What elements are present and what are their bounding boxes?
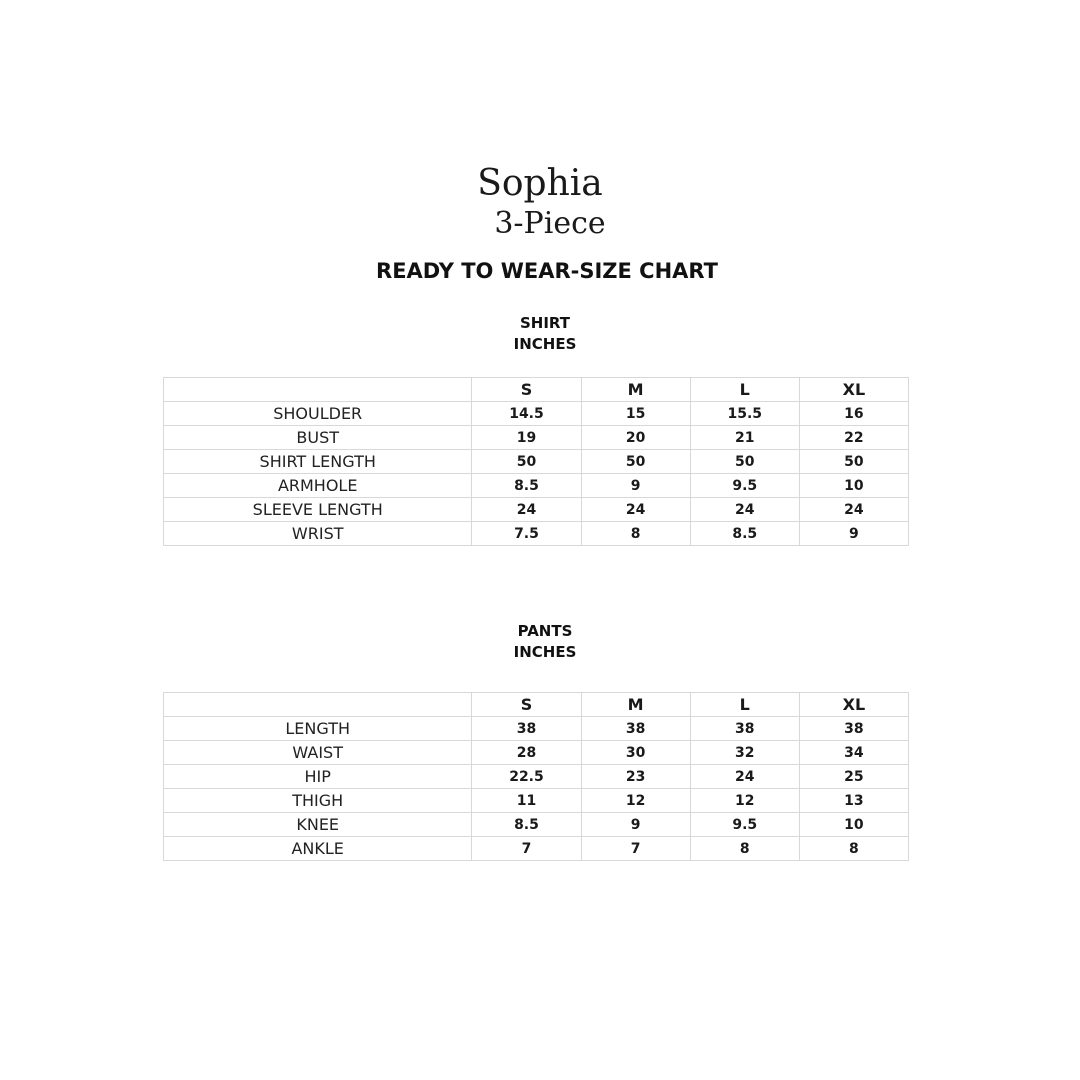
column-header-blank bbox=[164, 693, 472, 717]
cell-value: 7.5 bbox=[472, 522, 581, 546]
cell-value: 8.5 bbox=[690, 522, 799, 546]
cell-value: 15 bbox=[581, 402, 690, 426]
pants-section-label: PANTS bbox=[517, 622, 573, 640]
pants-units-label: INCHES bbox=[513, 643, 577, 661]
table-row bbox=[164, 522, 909, 546]
cell-value: 9 bbox=[799, 522, 908, 546]
row-label: BUST bbox=[164, 426, 472, 450]
cell-value: 28 bbox=[472, 741, 581, 765]
table-row bbox=[164, 765, 909, 789]
row-label: HIP bbox=[164, 765, 472, 789]
table-row bbox=[164, 789, 909, 813]
column-header-m: M bbox=[581, 378, 690, 402]
table-row bbox=[164, 498, 909, 522]
cell-value: 16 bbox=[799, 402, 908, 426]
row-label: WRIST bbox=[164, 522, 472, 546]
table-row bbox=[164, 837, 909, 861]
cell-value: 8.5 bbox=[472, 813, 581, 837]
pants-size-table bbox=[163, 692, 909, 861]
cell-value: 8 bbox=[690, 837, 799, 861]
cell-value: 15.5 bbox=[690, 402, 799, 426]
cell-value: 11 bbox=[472, 789, 581, 813]
cell-value: 50 bbox=[581, 450, 690, 474]
table-row bbox=[164, 717, 909, 741]
row-label: SHIRT LENGTH bbox=[164, 450, 472, 474]
cell-value: 9 bbox=[581, 813, 690, 837]
column-header-xl: XL bbox=[799, 378, 908, 402]
table-header-row bbox=[164, 693, 909, 717]
table-row bbox=[164, 741, 909, 765]
cell-value: 34 bbox=[799, 741, 908, 765]
column-header-xl: XL bbox=[799, 693, 908, 717]
cell-value: 9.5 bbox=[690, 813, 799, 837]
table-row bbox=[164, 813, 909, 837]
cell-value: 25 bbox=[799, 765, 908, 789]
cell-value: 9.5 bbox=[690, 474, 799, 498]
cell-value: 8 bbox=[799, 837, 908, 861]
cell-value: 24 bbox=[472, 498, 581, 522]
cell-value: 22 bbox=[799, 426, 908, 450]
cell-value: 8 bbox=[581, 522, 690, 546]
cell-value: 38 bbox=[799, 717, 908, 741]
table-row bbox=[164, 474, 909, 498]
row-label: ANKLE bbox=[164, 837, 472, 861]
product-subtitle: 3-Piece bbox=[494, 206, 606, 241]
column-header-blank bbox=[164, 378, 472, 402]
cell-value: 23 bbox=[581, 765, 690, 789]
table-row bbox=[164, 402, 909, 426]
shirt-section-label: SHIRT bbox=[519, 314, 571, 332]
cell-value: 38 bbox=[472, 717, 581, 741]
cell-value: 19 bbox=[472, 426, 581, 450]
table-row bbox=[164, 426, 909, 450]
shirt-units-label: INCHES bbox=[513, 335, 577, 353]
row-label: KNEE bbox=[164, 813, 472, 837]
row-label: WAIST bbox=[164, 741, 472, 765]
column-header-s: S bbox=[472, 693, 581, 717]
row-label: ARMHOLE bbox=[164, 474, 472, 498]
row-label: THIGH bbox=[164, 789, 472, 813]
table-header-row bbox=[164, 378, 909, 402]
column-header-m: M bbox=[581, 693, 690, 717]
cell-value: 24 bbox=[799, 498, 908, 522]
column-header-l: L bbox=[690, 378, 799, 402]
cell-value: 14.5 bbox=[472, 402, 581, 426]
cell-value: 22.5 bbox=[472, 765, 581, 789]
cell-value: 21 bbox=[690, 426, 799, 450]
cell-value: 24 bbox=[690, 498, 799, 522]
column-header-l: L bbox=[690, 693, 799, 717]
cell-value: 10 bbox=[799, 813, 908, 837]
cell-value: 10 bbox=[799, 474, 908, 498]
row-label: SHOULDER bbox=[164, 402, 472, 426]
cell-value: 24 bbox=[581, 498, 690, 522]
size-chart-heading: READY TO WEAR-SIZE CHART bbox=[376, 259, 718, 283]
cell-value: 50 bbox=[472, 450, 581, 474]
cell-value: 32 bbox=[690, 741, 799, 765]
cell-value: 50 bbox=[799, 450, 908, 474]
cell-value: 38 bbox=[581, 717, 690, 741]
row-label: SLEEVE LENGTH bbox=[164, 498, 472, 522]
cell-value: 7 bbox=[472, 837, 581, 861]
product-title: Sophia bbox=[477, 163, 603, 204]
cell-value: 20 bbox=[581, 426, 690, 450]
cell-value: 12 bbox=[690, 789, 799, 813]
cell-value: 38 bbox=[690, 717, 799, 741]
cell-value: 24 bbox=[690, 765, 799, 789]
cell-value: 12 bbox=[581, 789, 690, 813]
column-header-s: S bbox=[472, 378, 581, 402]
cell-value: 7 bbox=[581, 837, 690, 861]
cell-value: 50 bbox=[690, 450, 799, 474]
table-row bbox=[164, 450, 909, 474]
shirt-size-table bbox=[163, 377, 909, 546]
row-label: LENGTH bbox=[164, 717, 472, 741]
cell-value: 13 bbox=[799, 789, 908, 813]
cell-value: 9 bbox=[581, 474, 690, 498]
cell-value: 8.5 bbox=[472, 474, 581, 498]
cell-value: 30 bbox=[581, 741, 690, 765]
